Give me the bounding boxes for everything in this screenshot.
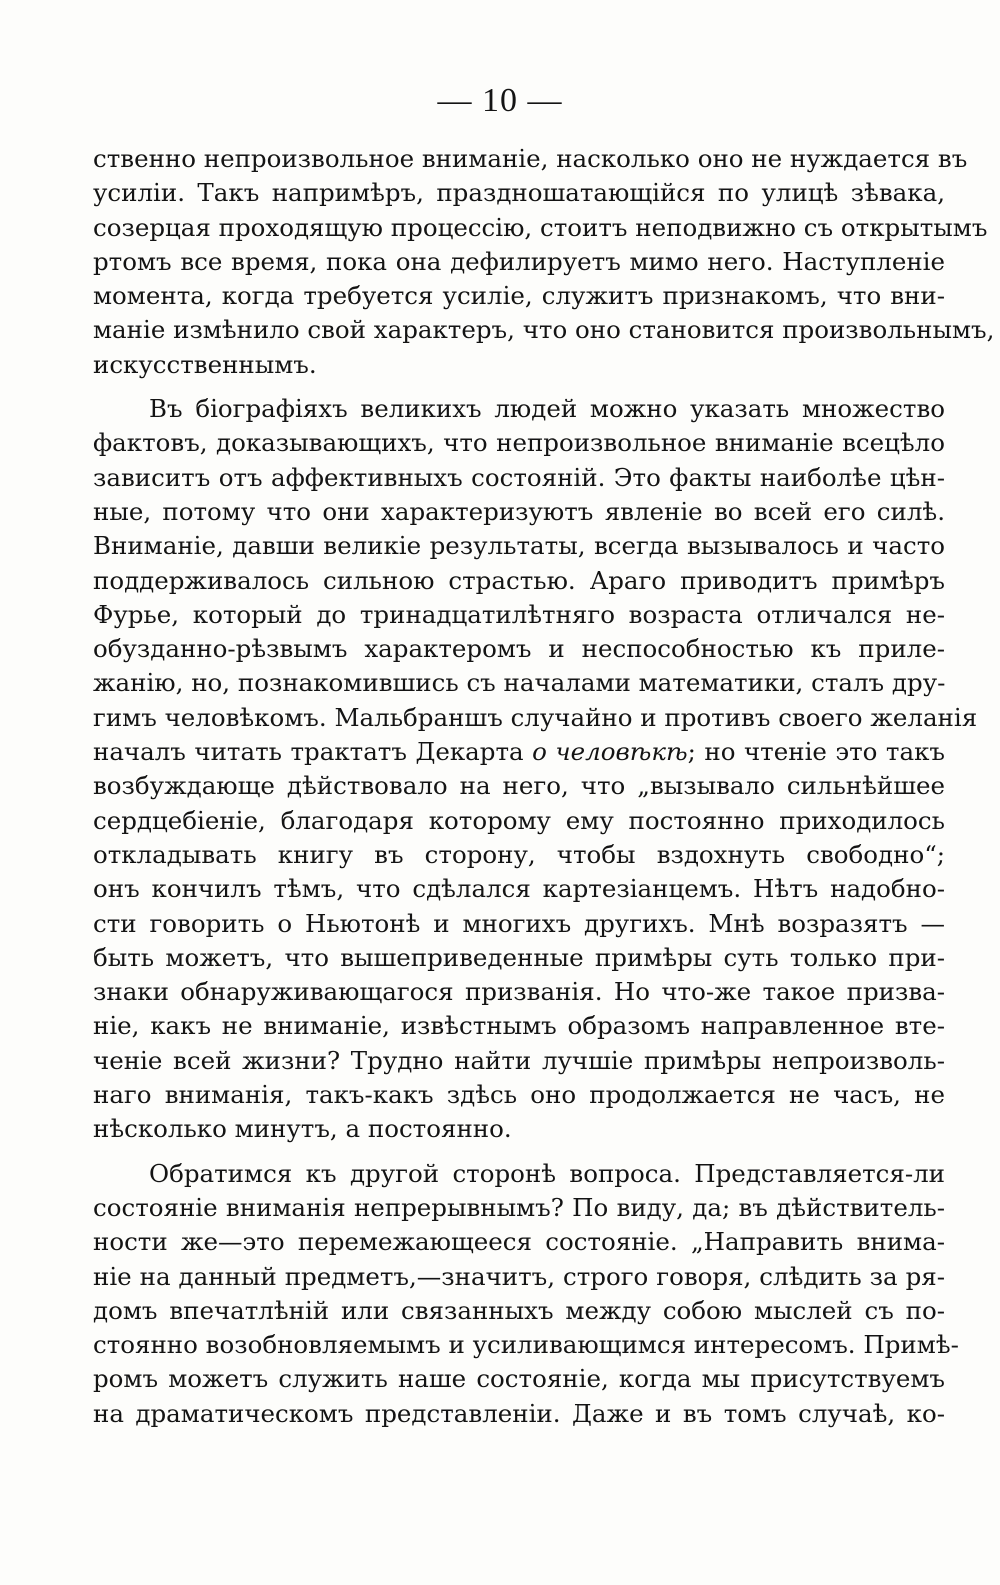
page-body bbox=[93, 142, 995, 1431]
text-line: усиліи. Такъ напримѣръ, праздношатающійся по улицѣ зѣвака, bbox=[93, 178, 945, 208]
italic-title: о человѣкѣ bbox=[532, 737, 688, 767]
text-line: сти говорить о Ньютонѣ и многихъ другихъ. Мнѣ возразятъ — bbox=[93, 908, 945, 938]
line-end: ; но чтеніе это такъ bbox=[687, 737, 945, 767]
text-line: стоянно возобновляемымъ и усиливающимся интересомъ. Примѣ- bbox=[93, 1330, 959, 1360]
text-line: откладывать книгу въ сторону, чтобы вздохнуть свободно“; bbox=[93, 839, 945, 869]
text-line: ности же—это перемежающееся состояніе. „Направить внима- bbox=[93, 1227, 945, 1257]
text-line: поддерживалось сильною страстью. Араго приводитъ примѣръ bbox=[93, 565, 945, 595]
line-start: началъ читать трактатъ Декарта bbox=[93, 737, 524, 767]
text-line: на драматическомъ представленіи. Даже и въ томъ случаѣ, ко- bbox=[93, 1398, 945, 1428]
text-line: состояніе вниманія непрерывнымъ? По виду, да; въ дѣйствитель- bbox=[93, 1192, 945, 1222]
text-line: сердцебіеніе, благодаря которому ему постоянно приходилось bbox=[93, 805, 945, 835]
text-line: возбуждающе дѣйствовало на него, что „вызывало сильнѣйшее bbox=[93, 771, 945, 801]
text-line-with-italic bbox=[93, 735, 945, 769]
text-line: Вниманіе, давши великіе результаты, всегда вызывалось и часто bbox=[93, 531, 945, 561]
text-line: Въ біографіяхъ великихъ людей можно указать множество bbox=[149, 394, 945, 424]
text-line: обузданно-рѣзвымъ характеромъ и неспособностью къ приле- bbox=[93, 634, 945, 664]
text-line: онъ кончилъ тѣмъ, что сдѣлался картезіанцемъ. Нѣтъ надобно- bbox=[93, 874, 945, 904]
text-line: ственно непроизвольное вниманіе, насколько оно не нуждается въ bbox=[93, 144, 968, 173]
paragraph-2 bbox=[93, 392, 978, 1147]
text-line: созерцая проходящую процессію, стоитъ неподвижно съ открытымъ bbox=[93, 212, 988, 242]
paragraph-1 bbox=[93, 142, 995, 382]
text-line: жанію, но, познакомившись съ началами математики, сталъ дру- bbox=[93, 668, 946, 698]
text-line: Фурье, который до тринадцатилѣтняго возраста отличался не- bbox=[93, 599, 945, 629]
text-line: быть можетъ, что вышеприведенные примѣры суть только при- bbox=[93, 942, 945, 972]
text-line: маніе измѣнило свой характеръ, что оно становится произвольнымъ, bbox=[93, 315, 995, 345]
text-line: момента, когда требуется усиліе, служитъ признакомъ, что вни- bbox=[93, 281, 945, 311]
text-line: фактовъ, доказывающихъ, что непроизвольное вниманіе всецѣло bbox=[93, 428, 945, 458]
text-line: ченіе всей жизни? Трудно найти лучшіе примѣры непроизволь- bbox=[93, 1045, 945, 1075]
text-line: искусственнымъ. bbox=[93, 349, 317, 379]
text-line: ніе на данный предметъ,—значитъ, строго говоря, слѣдить за ря- bbox=[93, 1261, 945, 1291]
text-line: ные, потому что они характеризуютъ явленіе во всей его силѣ. bbox=[93, 496, 945, 526]
text-line: ніе, какъ не вниманіе, извѣстнымъ образомъ направленное вте- bbox=[93, 1011, 945, 1041]
text-line: наго вниманія, такъ-какъ здѣсь оно продолжается не часъ, не bbox=[93, 1080, 945, 1110]
text-line: Обратимся къ другой сторонѣ вопроса. Представляется-ли bbox=[149, 1158, 945, 1188]
text-line: ромъ можетъ служить наше состояніе, когда мы присутствуемъ bbox=[93, 1364, 945, 1394]
text-line: зависитъ отъ аффективныхъ состояній. Это факты наиболѣе цѣн- bbox=[93, 462, 945, 492]
text-line: ртомъ все время, пока она дефилируетъ мимо него. Наступленіе bbox=[93, 246, 945, 276]
text-line: знаки обнаруживающагося призванія. Но что-же такое призва- bbox=[93, 977, 945, 1007]
text-line: гимъ человѣкомъ. Мальбраншъ случайно и противъ своего желанія bbox=[93, 702, 978, 732]
page-number: — 10 — bbox=[437, 82, 563, 119]
text-line: нѣсколько минутъ, а постоянно. bbox=[93, 1114, 512, 1144]
text-line: домъ впечатлѣній или связанныхъ между собою мыслей съ по- bbox=[93, 1295, 945, 1325]
paragraph-3 bbox=[93, 1157, 959, 1431]
